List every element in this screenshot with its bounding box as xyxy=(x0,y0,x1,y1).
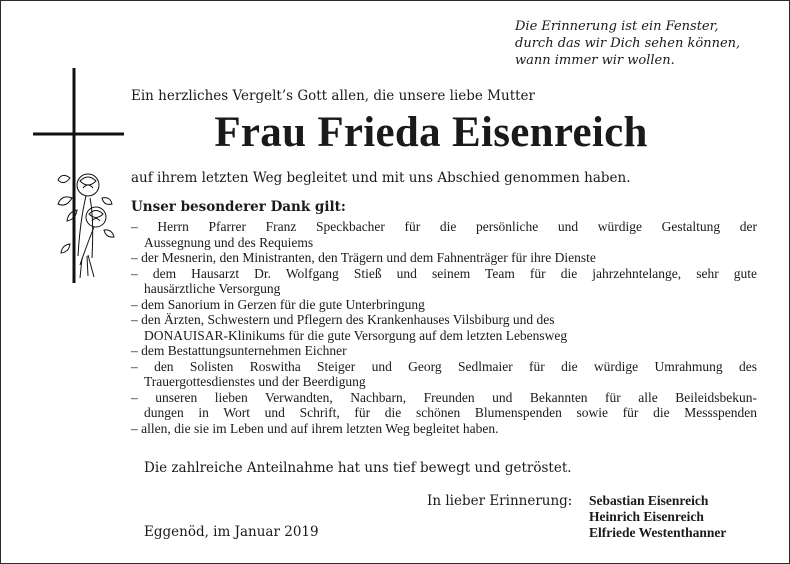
thanks-line: – dem Sanorium in Gerzen für die gute Unterbringung xyxy=(131,296,425,312)
intro-text: Ein herzliches Vergelt’s Gott allen, die unsere liebe Mutter xyxy=(131,88,535,104)
thanks-line: hausärztliche Versorgung xyxy=(144,281,281,296)
thanks-item xyxy=(131,219,757,250)
thanks-line: – dem Hausarzt Dr. Wolfgang Stieß und seinem Team für die jahrzehntelange, sehr gute xyxy=(131,265,757,281)
thanks-line: – dem Bestattungsunternehmen Eichner xyxy=(131,343,347,358)
memorial-quote xyxy=(515,18,775,69)
thanks-list xyxy=(131,219,757,436)
thanks-line: dungen in Wort und Schrift, für die schönen Blumenspenden sowie für die Messspenden xyxy=(144,405,757,420)
thanks-item xyxy=(131,250,757,266)
thanks-item xyxy=(131,421,757,437)
quote-line: durch das wir Dich sehen können, xyxy=(515,36,741,51)
deceased-name: Frau Frieda Eisenreich xyxy=(214,109,648,156)
thanks-item xyxy=(131,343,757,359)
signer-name: Elfriede Westenthanner xyxy=(589,525,727,540)
thanks-line: – der Mesnerin, den Ministranten, den Trägern und dem Fahnenträger für ihre Dienste xyxy=(131,250,596,265)
thanks-item xyxy=(131,390,757,421)
signer-name: Sebastian Eisenreich xyxy=(589,493,709,508)
cross-roses-graphic xyxy=(30,68,130,283)
subline-text: auf ihrem letzten Weg begleitet und mit uns Abschied genommen haben. xyxy=(131,170,631,186)
quote-line: Die Erinnerung ist ein Fenster, xyxy=(515,19,719,34)
thanks-heading: Unser besonderer Dank gilt: xyxy=(131,199,346,215)
closing-text: Die zahlreiche Anteilnahme hat uns tief bewegt und getröstet. xyxy=(144,460,572,476)
place-date: Eggenöd, im Januar 2019 xyxy=(144,524,319,540)
thanks-line: Aussegnung und des Requiems xyxy=(144,234,314,250)
quote-line: wann immer wir wollen. xyxy=(515,53,675,68)
thanks-line: Trauergottesdienstes und der Beerdigung xyxy=(144,374,366,389)
thanks-item xyxy=(131,266,757,297)
memory-label: In lieber Erinnerung: xyxy=(427,493,573,509)
cross-with-roses-icon xyxy=(30,68,130,283)
signers-block xyxy=(589,493,726,541)
thanks-line: – unseren lieben Verwandten, Nachbarn, Freunden und Bekannten für alle Beileidsbekun- xyxy=(131,389,757,405)
thanks-item xyxy=(131,297,757,313)
thanks-line: – allen, die sie im Leben und auf ihrem letzten Weg begleitet haben. xyxy=(131,420,499,436)
thanks-line: DONAUISAR-Klinikums für die gute Versorgung auf dem letzten Lebensweg xyxy=(144,327,568,343)
thanks-line: – den Ärzten, Schwestern und Pflegern des Krankenhauses Vilsbiburg und des xyxy=(131,312,555,327)
thanks-line: – Herrn Pfarrer Franz Speckbacher für die persönliche und würdige Gestaltung der xyxy=(131,219,757,234)
thanks-item xyxy=(131,359,757,390)
signer-name: Heinrich Eisenreich xyxy=(589,509,704,524)
thanks-item xyxy=(131,312,757,343)
thanks-line: – den Solisten Roswitha Steiger und Georg Sedlmaier für die würdige Umrahmung des xyxy=(131,358,757,374)
